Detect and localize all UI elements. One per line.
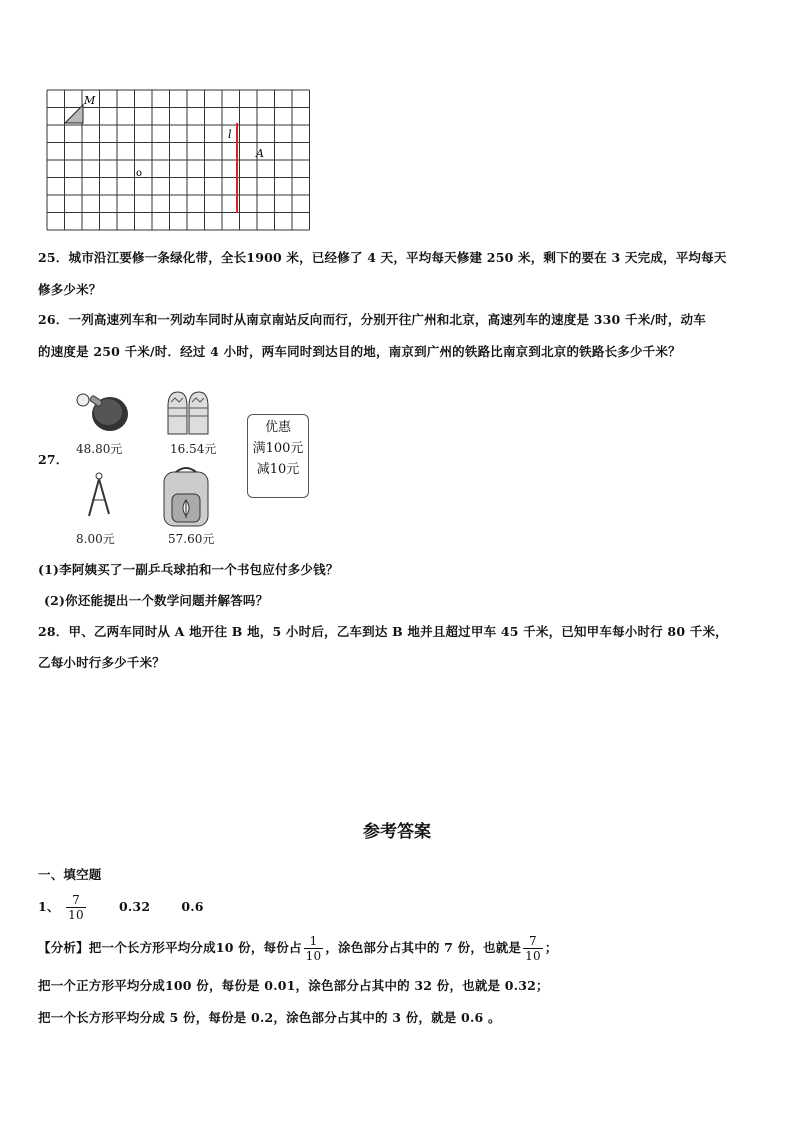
answers-section: 一、填空题 (38, 867, 102, 882)
price-compass: 8.00元 (76, 532, 115, 546)
answer-1 (38, 889, 204, 925)
analysis-part2: ，涂色部分占其中的 7 份，也就是 (325, 940, 522, 955)
q28-line2: 乙每小时行多少千米？ (38, 655, 166, 670)
answer-1-frac-num: 7 (66, 893, 86, 908)
analysis-frac2-den: 10 (525, 949, 541, 963)
promo-discount: 减10元 (256, 462, 300, 477)
price-paddle: 48.80元 (76, 442, 123, 456)
q27-number: 27． (38, 452, 69, 467)
price-gloves: 16.54元 (170, 442, 217, 456)
promo-threshold: 满100元 (252, 441, 304, 456)
grid-figure (44, 89, 310, 231)
analysis-part1: 【分析】把一个长方形平均分成10 份，每份占 (38, 940, 302, 955)
q26-line1: 26．一列高速列车和一列动车同时从南京南站反向而行，分别开往广州和北京，高速列车的速度是 330 千米/时，动车 (38, 312, 706, 327)
analysis-frac1-num: 1 (304, 934, 324, 949)
q25-line2: 修多少米？ (38, 282, 102, 297)
price-backpack: 57.60元 (168, 532, 215, 546)
analysis-part3: ； (544, 940, 558, 955)
analysis-line1 (38, 930, 558, 966)
answer-1-value-2: 0.32 (118, 899, 151, 914)
gloves-icon (162, 388, 214, 438)
analysis-frac1-den: 10 (305, 949, 322, 963)
backpack-icon (158, 464, 214, 528)
q28-line1: 28．甲、乙两车同时从 A 地开往 B 地，5 小时后，乙车到达 B 地并且超过甲车 45 千米，已知甲车每小时行 80 千米， (38, 624, 728, 639)
q26-line2: 的速度是 250 千米/时．经过 4 小时，两车同时到达目的地，南京到广州的铁路比南京到北京的铁路长多少千米？ (38, 344, 681, 359)
analysis-frac2-num: 7 (523, 934, 543, 949)
analysis-line3: 把一个长方形平均分成 5 份，每份是 0.2，涂色部分占其中的 3 份，就是 0.6 。 (38, 1010, 501, 1025)
compass-icon (84, 470, 114, 520)
answer-1-value-3: 0.6 (181, 899, 204, 914)
q27-sub1: (1)李阿姨买了一副乒乓球拍和一个书包应付多少钱？ (38, 562, 339, 577)
analysis-fraction-2 (523, 934, 543, 963)
label-a: A (256, 147, 264, 160)
q27-sub2: (2)你还能提出一个数学问题并解答吗？ (44, 593, 269, 608)
analysis-line2: 把一个正方形平均分成100 份，每份是 0.01，涂色部分占其中的 32 份，也就是 0.32； (38, 978, 549, 993)
ping-pong-paddle-icon (72, 390, 132, 436)
answers-title: 参考答案 (363, 822, 431, 842)
q25-line1: 25．城市沿江要修一条绿化带，全长1900 米，已经修了 4 天，平均每天修建 250 米，剩下的要在 3 天完成，平均每天 (38, 250, 727, 265)
answer-1-frac-den: 10 (68, 908, 84, 922)
promo-title: 优惠 (264, 420, 291, 435)
answer-1-label: 1、 (38, 899, 60, 914)
label-m: M (84, 94, 96, 107)
promo-box (247, 414, 309, 498)
answer-1-fraction (66, 893, 86, 922)
label-l: l (228, 128, 232, 141)
analysis-fraction-1 (304, 934, 324, 963)
label-o: o (136, 168, 143, 179)
